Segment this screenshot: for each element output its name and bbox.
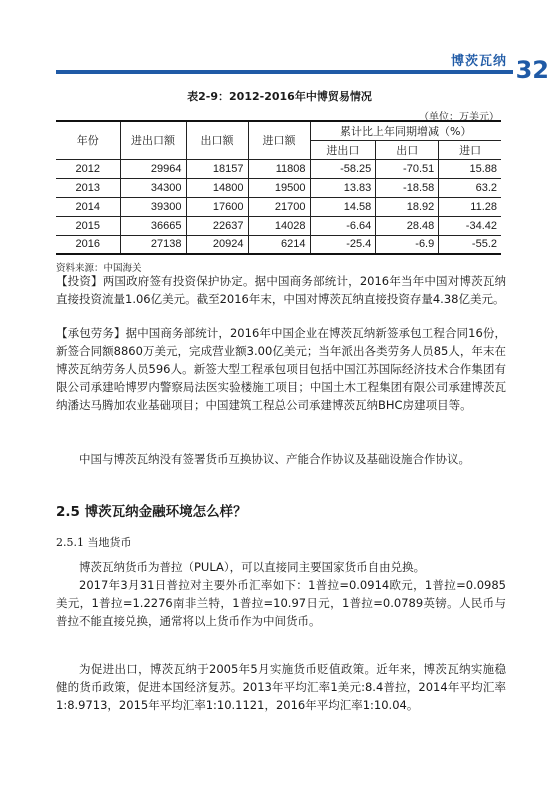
header-yoy-import: 进口 [439, 140, 501, 159]
cell-yoy-import: 15.88 [439, 159, 501, 178]
header-total: 进出口额 [120, 121, 186, 159]
cell-yoy-import: 63.2 [439, 178, 501, 197]
header-year: 年份 [56, 121, 120, 159]
cell-yoy-import: -34.42 [439, 216, 501, 235]
header-yoy-export: 出口 [376, 140, 439, 159]
table-unit: （单位：万美元） [419, 112, 499, 123]
table-row [56, 216, 501, 235]
cell-total: 39300 [120, 197, 186, 216]
cell-export: 20924 [186, 235, 248, 254]
cell-yoy-export: -18.58 [376, 178, 439, 197]
cell-yoy-import: -55.2 [439, 235, 501, 254]
header-rule [56, 70, 513, 74]
trade-table [56, 120, 501, 255]
header-export: 出口额 [186, 121, 248, 159]
cell-year: 2015 [56, 216, 120, 235]
cell-export: 18157 [186, 159, 248, 178]
table-source: 资料来源：中国海关 [56, 263, 142, 274]
cell-import: 19500 [248, 178, 310, 197]
cell-yoy-export: -6.9 [376, 235, 439, 254]
table-row [56, 235, 501, 254]
paragraph-currency: 博茨瓦纳货币为普拉（PULA），可以直接同主要国家货币自由兑换。 [79, 560, 426, 574]
cell-total: 29964 [120, 159, 186, 178]
cell-export: 22637 [186, 216, 248, 235]
cell-year: 2012 [56, 159, 120, 178]
cell-yoy-total: 14.58 [310, 197, 376, 216]
cell-yoy-export: 18.92 [376, 197, 439, 216]
cell-export: 14800 [186, 178, 248, 197]
table-row [56, 178, 501, 197]
cell-yoy-export: -70.51 [376, 159, 439, 178]
cell-import: 14028 [248, 216, 310, 235]
header-import: 进口额 [248, 121, 310, 159]
cell-import: 21700 [248, 197, 310, 216]
header-yoy-group: 累计比上年同期增减（%） [310, 121, 501, 140]
paragraph-investment: 【投资】两国政府签有投资保护协定。据中国商务部统计，2016年当年中国对博茨瓦纳直接投资流量1.06亿美元。截至2016年末，中国对博茨瓦纳直接投资存量4.38亿美元。 [56, 274, 506, 306]
paragraph-agreements: 中国与博茨瓦纳没有签署货币互换协议、产能合作协议及基础设施合作协议。 [79, 452, 470, 466]
header-yoy-total: 进出口 [310, 140, 376, 159]
section-heading: 2.5 博茨瓦纳金融环境怎么样？ [56, 504, 247, 520]
cell-yoy-total: -58.25 [310, 159, 376, 178]
cell-import: 6214 [248, 235, 310, 254]
cell-year: 2014 [56, 197, 120, 216]
cell-export: 17600 [186, 197, 248, 216]
cell-year: 2013 [56, 178, 120, 197]
cell-yoy-total: 13.83 [310, 178, 376, 197]
paragraph-exchange-rates: 2017年3月31日普拉对主要外币汇率如下：1普拉=0.0914欧元，1普拉=0.0985美元，1普拉=1.2276南非兰特，1普拉=10.97日元，1普拉=0.0789英镑。人民币与普拉不能直接兑换，通常将以上货币作为中间货币。 [56, 578, 506, 628]
paragraph-monetary-policy: 为促进出口，博茨瓦纳于2005年5月实施货币贬值政策。近年来，博茨瓦纳实施稳健的货币政策，促进本国经济复苏。2013年平均汇率1美元:8.4普拉，2014年平均汇率1:8.9713，2015年平均汇率1:10.1121，2016年平均汇率1:10.04。 [56, 662, 506, 712]
table-row [56, 197, 501, 216]
page-number: 32 [515, 56, 549, 84]
page-header [0, 0, 559, 84]
cell-total: 36665 [120, 216, 186, 235]
cell-yoy-total: -6.64 [310, 216, 376, 235]
paragraph-contracting: 【承包劳务】据中国商务部统计，2016年中国企业在博茨瓦纳新签承包工程合同16份，新签合同额8860万美元，完成营业额3.00亿美元；当年派出各类劳务人员85人，年末在博茨瓦纳劳务人员596人。新签大型工程承包项目包括中国江苏国际经济技术合作集团有限公司承建哈博罗内警察局法医实验楼施工项目；中国土木工程集团有限公司承建博茨瓦纳潘达马腾加农业基础项目；中国建筑工程总公司承建博茨瓦纳BHC房建项目等。 [56, 326, 506, 412]
cell-yoy-export: 28.48 [376, 216, 439, 235]
cell-year: 2016 [56, 235, 120, 254]
table-title: 表2-9：2012-2016年中博贸易情况 [187, 90, 372, 103]
running-header-title: 博茨瓦纳 [450, 54, 507, 69]
cell-import: 11808 [248, 159, 310, 178]
cell-total: 27138 [120, 235, 186, 254]
cell-total: 34300 [120, 178, 186, 197]
cell-yoy-total: -25.4 [310, 235, 376, 254]
table-row [56, 159, 501, 178]
cell-yoy-import: 11.28 [439, 197, 501, 216]
subsection-heading: 2.5.1 当地货币 [56, 536, 132, 549]
